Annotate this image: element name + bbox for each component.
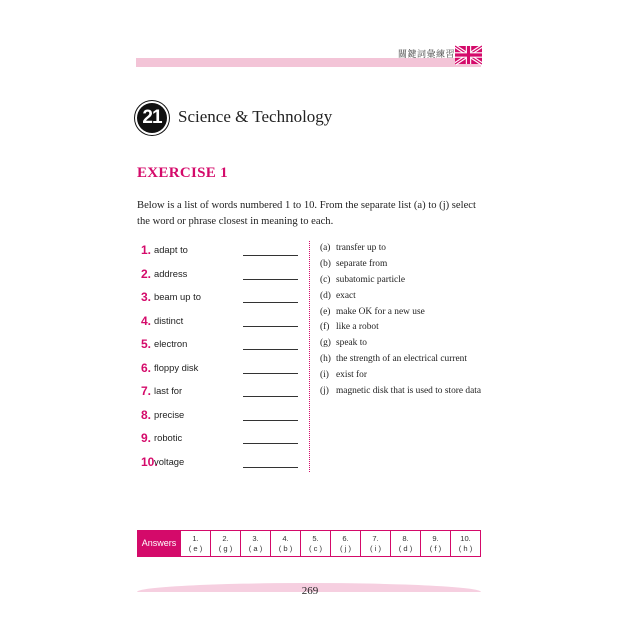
answer-value: ( b ) — [278, 543, 293, 553]
definition-item — [320, 354, 485, 366]
definition-letter: (f) — [320, 322, 330, 333]
definition-text: like a robot — [336, 322, 379, 333]
answer-blank[interactable] — [243, 467, 298, 468]
answer-number: 8. — [402, 534, 409, 543]
answer-number: 10. — [460, 534, 471, 543]
exercise-title: EXERCISE 1 — [137, 165, 228, 181]
answer-blank[interactable] — [243, 302, 298, 303]
answer-blank[interactable] — [243, 373, 298, 374]
word-item — [137, 455, 307, 479]
exercise-instructions: Below is a list of words numbered 1 to 10. From the separate list (a) to (j) select the word or phrase closest in meaning to each. — [137, 200, 476, 227]
definition-item — [320, 243, 485, 255]
definition-item — [320, 370, 485, 382]
definition-text: separate from — [336, 258, 388, 269]
word-item — [137, 243, 307, 267]
definition-item — [320, 338, 485, 350]
answer-number: 2. — [222, 534, 229, 543]
definition-letter: (b) — [320, 258, 331, 269]
answer-cell — [330, 531, 360, 556]
definition-letter: (e) — [320, 306, 331, 317]
definition-text: speak to — [336, 338, 367, 349]
definition-letter: (h) — [320, 354, 331, 365]
uk-flag-icon — [455, 45, 482, 65]
definition-item — [320, 291, 485, 303]
answer-value: ( f ) — [429, 543, 442, 553]
definition-item — [320, 259, 485, 271]
answer-value: ( c ) — [308, 543, 323, 553]
answer-cell — [240, 531, 270, 556]
answer-number: 1. — [192, 534, 199, 543]
answer-number: 7. — [372, 534, 379, 543]
answer-value: ( h ) — [458, 543, 473, 553]
answer-cell — [180, 531, 210, 556]
word-item — [137, 267, 307, 291]
word-number: 5. — [141, 337, 152, 351]
definition-text: subatomic particle — [336, 274, 405, 285]
definition-letter: (j) — [320, 386, 329, 397]
answer-number: 6. — [342, 534, 349, 543]
word-item — [137, 290, 307, 314]
answer-blank[interactable] — [243, 420, 298, 421]
word-number: 1. — [141, 243, 152, 257]
answer-cell — [360, 531, 390, 556]
word-number: 10. — [141, 454, 158, 469]
word-text: voltage — [154, 455, 185, 467]
word-text: precise — [154, 408, 185, 420]
definition-item — [320, 386, 485, 398]
definition-letter: (c) — [320, 274, 331, 285]
definition-letter: (a) — [320, 243, 331, 253]
word-text: address — [154, 267, 188, 279]
answer-value: ( a ) — [248, 543, 263, 553]
word-number: 3. — [141, 290, 152, 304]
answer-blank[interactable] — [243, 443, 298, 444]
word-text: robotic — [154, 432, 183, 443]
word-text: last for — [154, 385, 183, 396]
answer-number: 4. — [282, 534, 289, 543]
answer-cell — [390, 531, 420, 556]
answers-table — [137, 530, 481, 557]
definition-text: transfer up to — [336, 243, 386, 253]
answer-value: ( j ) — [340, 543, 351, 553]
definition-text: make OK for a new use — [336, 306, 425, 317]
answer-cell — [270, 531, 300, 556]
word-item — [137, 384, 307, 408]
definition-text: the strength of an electrical current — [336, 354, 467, 365]
answer-value: ( d ) — [398, 543, 413, 553]
answer-number: 5. — [312, 534, 319, 543]
answer-blank[interactable] — [243, 326, 298, 327]
definition-item — [320, 275, 485, 287]
word-list — [137, 243, 307, 478]
word-text: electron — [154, 338, 188, 349]
definition-letter: (d) — [320, 290, 331, 301]
word-text: floppy disk — [154, 361, 199, 373]
definition-letter: (i) — [320, 370, 329, 381]
word-number: 4. — [141, 313, 152, 328]
answer-cell — [210, 531, 240, 556]
answer-blank[interactable] — [243, 349, 298, 350]
definition-text: exist for — [336, 370, 367, 381]
answer-blank[interactable] — [243, 396, 298, 397]
answer-value: ( g ) — [218, 543, 233, 553]
word-text: adapt to — [154, 244, 188, 255]
page-number: 269 — [301, 585, 319, 597]
word-item — [137, 408, 307, 432]
answer-value: ( i ) — [370, 543, 381, 553]
word-text: beam up to — [154, 291, 201, 302]
header-text: 關鍵詞彙練習 — [398, 50, 456, 60]
word-number: 8. — [141, 407, 152, 422]
answer-cell — [420, 531, 450, 556]
definition-text: exact — [336, 290, 356, 301]
word-item — [137, 431, 307, 455]
chapter-title: Science & Technology — [178, 107, 333, 126]
word-number: 7. — [141, 384, 152, 398]
definition-item — [320, 322, 485, 334]
definition-item — [320, 307, 485, 319]
answer-blank[interactable] — [243, 279, 298, 280]
answer-cell — [450, 531, 480, 556]
word-item — [137, 314, 307, 338]
word-number: 6. — [141, 360, 152, 375]
answers-label: Answers — [138, 531, 180, 556]
answer-number: 9. — [432, 534, 439, 543]
answer-value: ( e ) — [188, 543, 203, 553]
word-number: 2. — [141, 266, 152, 281]
definition-list — [320, 243, 485, 402]
answer-cell — [300, 531, 330, 556]
definition-letter: (g) — [320, 338, 331, 349]
word-item — [137, 361, 307, 385]
word-text: distinct — [154, 314, 184, 326]
word-number: 9. — [141, 431, 152, 445]
chapter-number-badge: 21 — [137, 103, 167, 133]
answer-blank[interactable] — [243, 255, 298, 256]
column-divider — [309, 241, 310, 472]
word-item — [137, 337, 307, 361]
definition-text: magnetic disk that is used to store data — [336, 386, 482, 397]
answer-number: 3. — [252, 534, 259, 543]
